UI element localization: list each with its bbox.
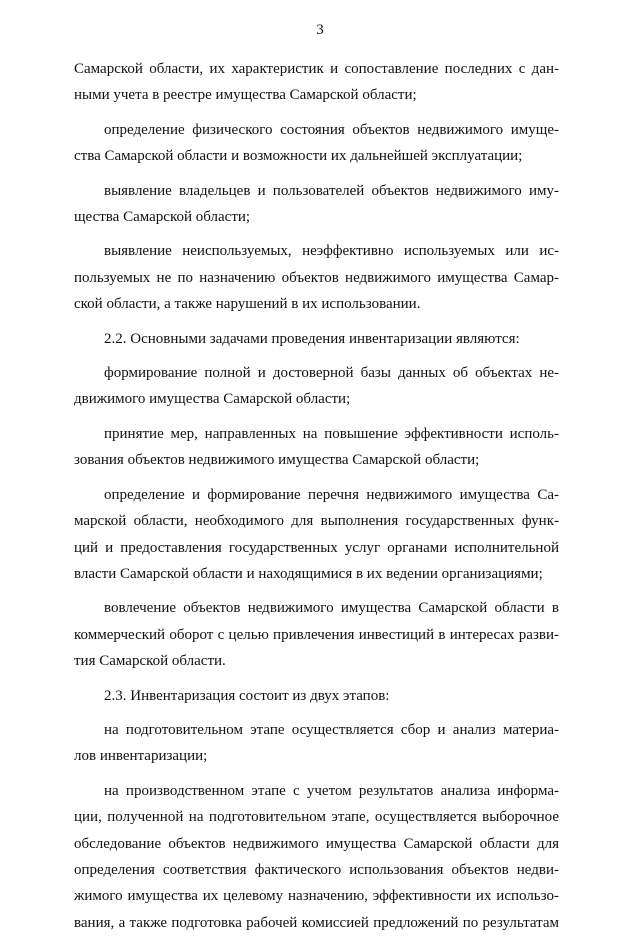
paragraph (74, 178, 559, 231)
page-number: 3 (316, 22, 324, 38)
text-line: 2.3. Инвентаризация состоит из двух этапов: (104, 687, 390, 704)
text-line: определение и формирование перечня недвижимого имущества Са- (104, 486, 559, 503)
text-line: вовлечение объектов недвижимого имущества Самарской области в (104, 600, 559, 617)
text-line: ской области, а также нарушений в их использовании. (74, 296, 421, 313)
paragraph (74, 717, 559, 770)
text-line: пользуемых не по назначению объектов недвижимого имущества Самар- (74, 269, 559, 286)
text-line: обследование объектов недвижимого имущества Самарской области для (74, 835, 559, 852)
text-line: ций и предоставления государственных услуг органами исполнительной (74, 539, 559, 556)
text-line: выявление неиспользуемых, неэффективно используемых или ис- (104, 243, 559, 260)
text-line: ными учета в реестре имущества Самарской области; (74, 87, 417, 104)
text-line: вания, а также подготовка рабочей комиссией предложений по результатам (74, 914, 559, 931)
paragraph (74, 326, 559, 352)
document-body (74, 56, 559, 936)
paragraph (74, 360, 559, 413)
text-line: на подготовительном этапе осуществляется сбор и анализ материа- (104, 721, 559, 738)
text-line: на производственном этапе с учетом результатов анализа информа- (104, 782, 559, 799)
text-line: принятие мер, направленных на повышение эффективности исполь- (104, 425, 559, 442)
paragraph (74, 238, 559, 317)
text-line: выявление владельцев и пользователей объектов недвижимого иму- (104, 182, 559, 199)
text-line: жимого имущества их целевому назначению, эффективности их использо- (74, 888, 559, 905)
text-line: лов инвентаризации; (74, 748, 208, 765)
text-line: Самарской области, их характеристик и сопоставление последних с дан- (74, 61, 559, 77)
paragraph (74, 683, 559, 709)
paragraph (74, 56, 559, 109)
paragraph (74, 117, 559, 170)
paragraph (74, 482, 559, 588)
text-line: движимого имущества Самарской области; (74, 391, 351, 408)
text-line: определения соответствия фактического использования объектов недви- (74, 861, 559, 878)
paragraph (74, 778, 559, 936)
paragraph (74, 595, 559, 674)
text-line: 2.2. Основными задачами проведения инвентаризации являются: (104, 330, 520, 347)
text-line: коммерческий оборот с целью привлечения инвестиций в интересах разви- (74, 626, 559, 643)
text-line: ства Самарской области и возможности их дальнейшей эксплуатации; (74, 148, 523, 165)
text-line: определение физического состояния объектов недвижимого имуще- (104, 121, 559, 138)
text-line: щества Самарской области; (74, 209, 251, 226)
text-line: ции, полученной на подготовительном этапе, осуществляется выборочное (74, 809, 559, 826)
text-line: формирование полной и достоверной базы данных об объектах не- (104, 365, 559, 382)
text-line: власти Самарской области и находящимися в их ведении организациями; (74, 565, 543, 582)
text-line: тия Самарской области. (74, 653, 226, 670)
text-line: марской области, необходимого для выполнения государственных функ- (74, 513, 559, 530)
paragraph (74, 421, 559, 474)
text-line: зования объектов недвижимого имущества Самарской области; (74, 452, 480, 469)
